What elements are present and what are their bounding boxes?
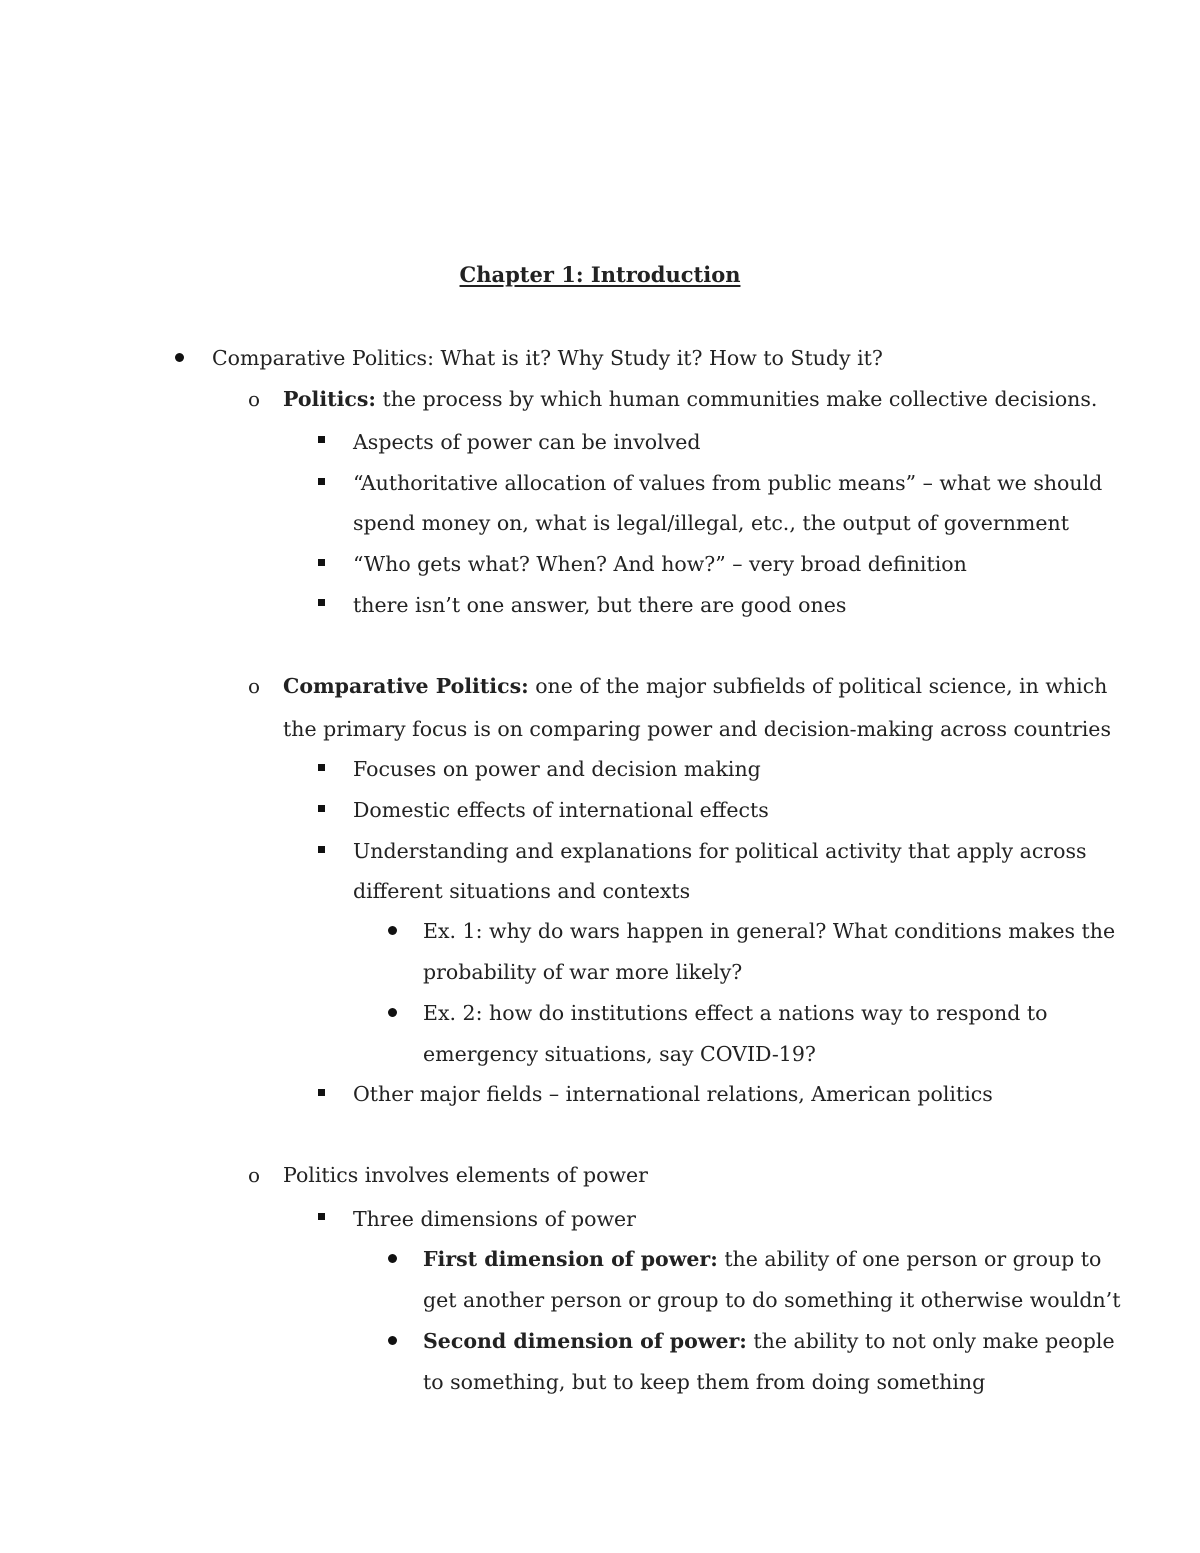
- second-dimension: [423, 1327, 1115, 1355]
- bullet-square: [318, 846, 325, 853]
- power-heading: Politics involves elements of power: [283, 1163, 648, 1187]
- list-item: there isn’t one answer, but there are good ones: [353, 593, 847, 617]
- bullet-square: [318, 1213, 325, 1220]
- list-item: Three dimensions of power: [353, 1207, 636, 1231]
- list-item: “Who gets what? When? And how?” – very broad definition: [353, 552, 967, 576]
- bullet-disc: [175, 353, 184, 362]
- list-item: “Authoritative allocation of values from public means” – what we should: [353, 471, 1103, 495]
- example-item-continuation: probability of war more likely?: [423, 960, 743, 984]
- first-dimension-continuation: get another person or group to do something it otherwise wouldn’t: [423, 1288, 1121, 1312]
- first-dimension: [423, 1245, 1101, 1273]
- bullet-square: [318, 559, 325, 566]
- bullet-square: [318, 1089, 325, 1096]
- comparative-def-continuation: the primary focus is on comparing power and decision-making across countries: [283, 717, 1111, 741]
- bullet-square: [318, 764, 325, 771]
- bullet-square: [318, 436, 325, 443]
- bullet-circle: o: [248, 674, 261, 698]
- bullet-disc: [388, 1336, 397, 1345]
- politics-term: Politics:: [283, 387, 376, 411]
- first-dimension-def: the ability of one person or group to: [717, 1247, 1102, 1271]
- comparative-def: one of the major subfields of political science, in which: [528, 674, 1108, 698]
- comparative-term: Comparative Politics:: [283, 674, 529, 698]
- bullet-square: [318, 599, 325, 606]
- politics-definition: [283, 385, 1097, 413]
- bullet-disc: [388, 926, 397, 935]
- list-item: Aspects of power can be involved: [353, 430, 701, 454]
- example-item-continuation: emergency situations, say COVID-19?: [423, 1042, 816, 1066]
- bullet-square: [318, 805, 325, 812]
- second-dimension-term: Second dimension of power:: [423, 1329, 747, 1353]
- first-dimension-term: First dimension of power:: [423, 1247, 718, 1271]
- example-item: Ex. 2: how do institutions effect a nations way to respond to: [423, 1001, 1048, 1025]
- comparative-definition: [283, 672, 1107, 700]
- list-item: Other major fields – international relations, American politics: [353, 1082, 993, 1106]
- list-item: Focuses on power and decision making: [353, 757, 761, 781]
- list-item: Understanding and explanations for political activity that apply across: [353, 839, 1087, 863]
- example-item: Ex. 1: why do wars happen in general? What conditions makes the: [423, 919, 1116, 943]
- politics-def: the process by which human communities make collective decisions.: [375, 387, 1098, 411]
- bullet-square: [318, 478, 325, 485]
- bullet-circle: o: [248, 1163, 261, 1187]
- list-item: Domestic effects of international effects: [353, 798, 769, 822]
- bullet-disc: [388, 1008, 397, 1017]
- list-item-continuation: spend money on, what is legal/illegal, etc., the output of government: [353, 511, 1069, 535]
- list-item-level1: Comparative Politics: What is it? Why Study it? How to Study it?: [212, 346, 883, 370]
- second-dimension-continuation: to something, but to keep them from doing something: [423, 1370, 986, 1394]
- bullet-circle: o: [248, 387, 261, 411]
- page-title: Chapter 1: Introduction: [459, 262, 741, 287]
- second-dimension-def: the ability to not only make people: [746, 1329, 1115, 1353]
- bullet-disc: [388, 1254, 397, 1263]
- list-item-continuation: different situations and contexts: [353, 879, 691, 903]
